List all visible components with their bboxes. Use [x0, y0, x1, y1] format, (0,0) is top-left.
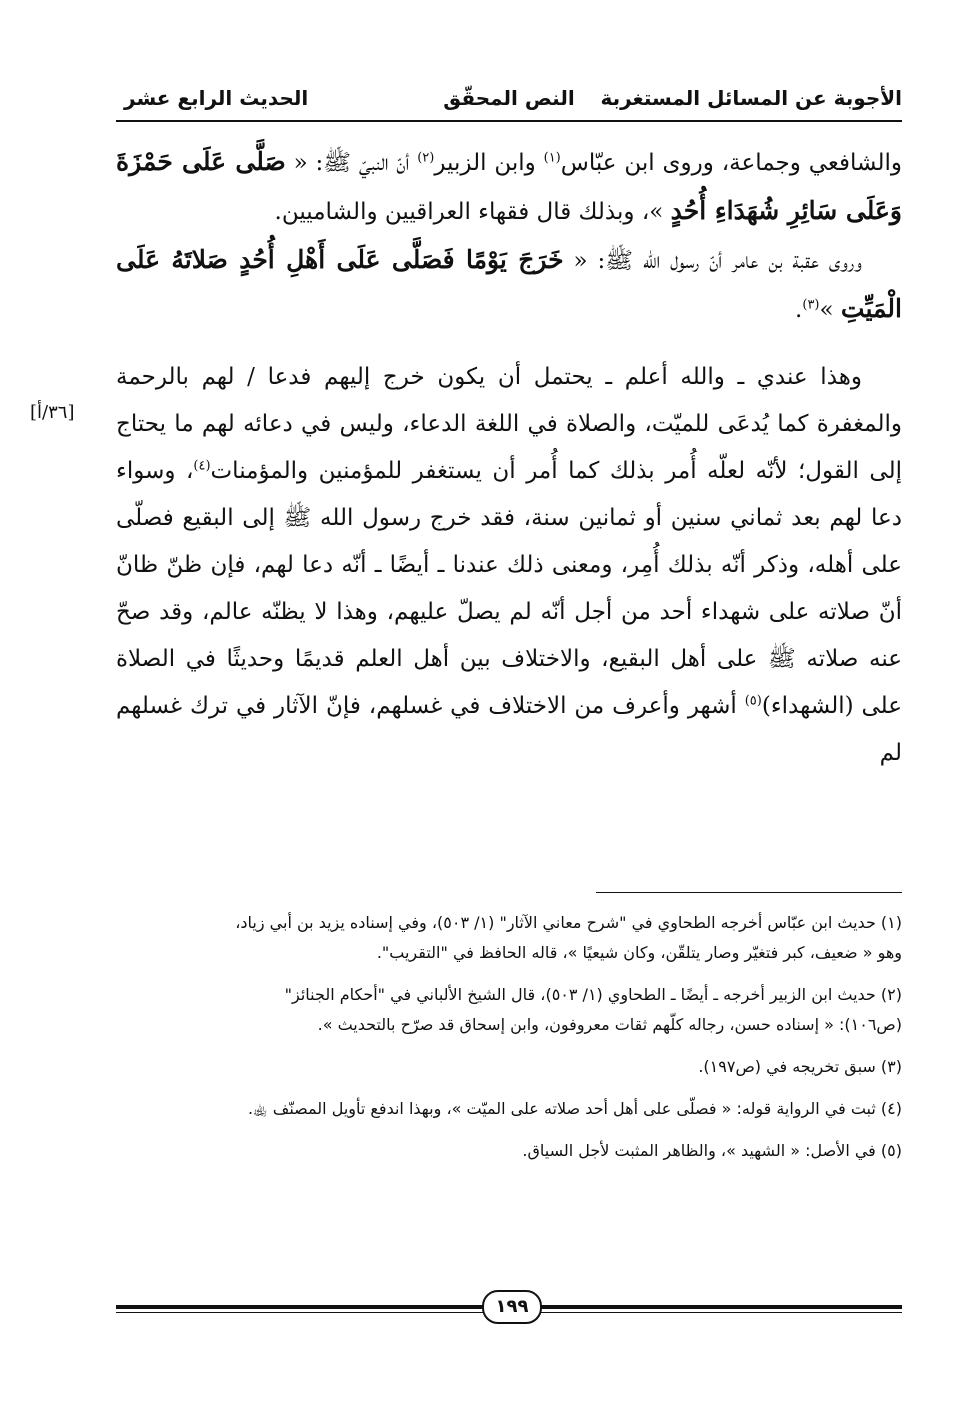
footnote-ref-2: (٢) — [417, 150, 435, 166]
footnote-4: (٤) ثبت في الرواية قوله: « فصلّى على أهل أحد صلاته على الميّت »، وبهذا اندفع تأويل المصنّف ﵀. — [247, 1099, 902, 1118]
footer-rule-thin-left — [116, 1312, 484, 1313]
book-title: الأجوبة عن المسائل المستغربة — [600, 86, 902, 110]
paragraph-2: وروى عقبة بن عامر أنّ رسول الله ﷺ: « خَرَجَ يَوْمًا فَصَلَّى عَلَى أَهْلِ أُحُدٍ صَلاتَهُ عَلَى الْمَيِّتِ »$^{(٣)}$. — [116, 245, 902, 323]
main-text — [116, 138, 902, 777]
page-number: ١٩٩ — [482, 1290, 542, 1324]
paragraph-1: والشافعي وجماعة، وروى ابن عبّاس$^{(١)}$ وابن الزبير$^{(٢)}$ أنّ النبيّ ﷺ: « صَلَّى عَلَى حَمْزَةَ وَعَلَى سَائِرِ شُهَدَاءِ أُحُدٍ »، وبذلك قال فقهاء العراقيين والشاميين. — [116, 147, 902, 225]
footnotes — [116, 908, 902, 1178]
section-title: النص المحقّق — [443, 86, 575, 110]
footer-rule-thin-right — [534, 1312, 902, 1313]
footnote-separator — [596, 892, 902, 893]
hadith-quote-1: صَلَّى عَلَى حَمْزَةَ وَعَلَى سَائِرِ شُهَدَاءِ أُحُدٍ — [116, 147, 902, 225]
paragraph-3: وهذا عندي ـ والله أعلم ـ يحتمل أن يكون خرج إليهم فدعا / لهم بالرحمة والمغفرة كما يُدعَى للميّت، والصلاة في اللغة الدعاء، وليس في دعائه لهم ما يحتاج إلى القول؛ لأنّه لعلّه أُمر بذلك كما أُمر أن يستغفر للمؤمنين والمؤمنات$^{(٤)}$، وسواء دعا لهم بعد ثماني سنين أو ثمانين سنة، فقد خرج رسول الله ﷺ إلى البقيع فصلّى على أهله، وذكر أنّه بذلك أُمِر، ومعنى ذلك عندنا ـ أيضًا ـ أنّه دعا لهم، فإن ظنّ ظانّ أنّ صلاته على شهداء أحد من أجل أنّه لم يصلّ عليهم، وهذا لا يظنّه عالم، وقد صحّ عنه صلاته ﷺ على أهل البقيع، والاختلاف بين أهل العلم قديمًا وحديثًا في الصلاة على (الشهداء)$^{(٥)}$ أشهر وأعرف من الاختلاف في غسلهم، فإنّ الآثار في ترك غسلهم لم — [116, 364, 903, 766]
footnote-ref-3: (٣) — [802, 297, 820, 313]
page-header — [116, 82, 902, 118]
chapter-title: الحديث الرابع عشر — [124, 86, 309, 110]
hadith-quote-2: خَرَجَ يَوْمًا فَصَلَّى عَلَى أَهْلِ أُحُدٍ صَلاتَهُ عَلَى الْمَيِّتِ — [116, 245, 902, 323]
footer-rule-thick-left — [116, 1305, 484, 1309]
header-rule — [116, 120, 902, 122]
manuscript-folio-marker: [٣٦/أ] — [30, 402, 75, 423]
footnote-5: (٥) في الأصل: « الشهيد »، والظاهر المثبت لأجل السياق. — [522, 1141, 902, 1160]
footnote-ref-5: (٥) — [744, 693, 762, 709]
footnote-2: (٢) حديث ابن الزبير أخرجه ـ أيضًا ـ الطحاوي (١/ ٥٠٣)، قال الشيخ الألباني في "أحكام الجنائز" (ص١٠٦): « إسناده حسن، رجاله كلّهم ثقات معروفون، وابن إسحاق قد صرّح بالتحديث ». — [284, 985, 902, 1034]
footnote-1: (١) حديث ابن عبّاس أخرجه الطحاوي في "شرح معاني الآثار" (١/ ٥٠٣)، وفي إسناده يزيد بن أبي زياد، وهو « ضعيف، كبر فتغيّر وصار يتلقّن، وكان شيعيًا »، قاله الحافظ في "التقريب". — [235, 913, 902, 962]
footer-rule-thick-right — [534, 1305, 902, 1309]
footnote-ref-1: (١) — [543, 150, 561, 166]
footnote-3: (٣) سبق تخريجه في (ص١٩٧). — [698, 1057, 902, 1076]
footnote-ref-4: (٤) — [193, 458, 211, 474]
